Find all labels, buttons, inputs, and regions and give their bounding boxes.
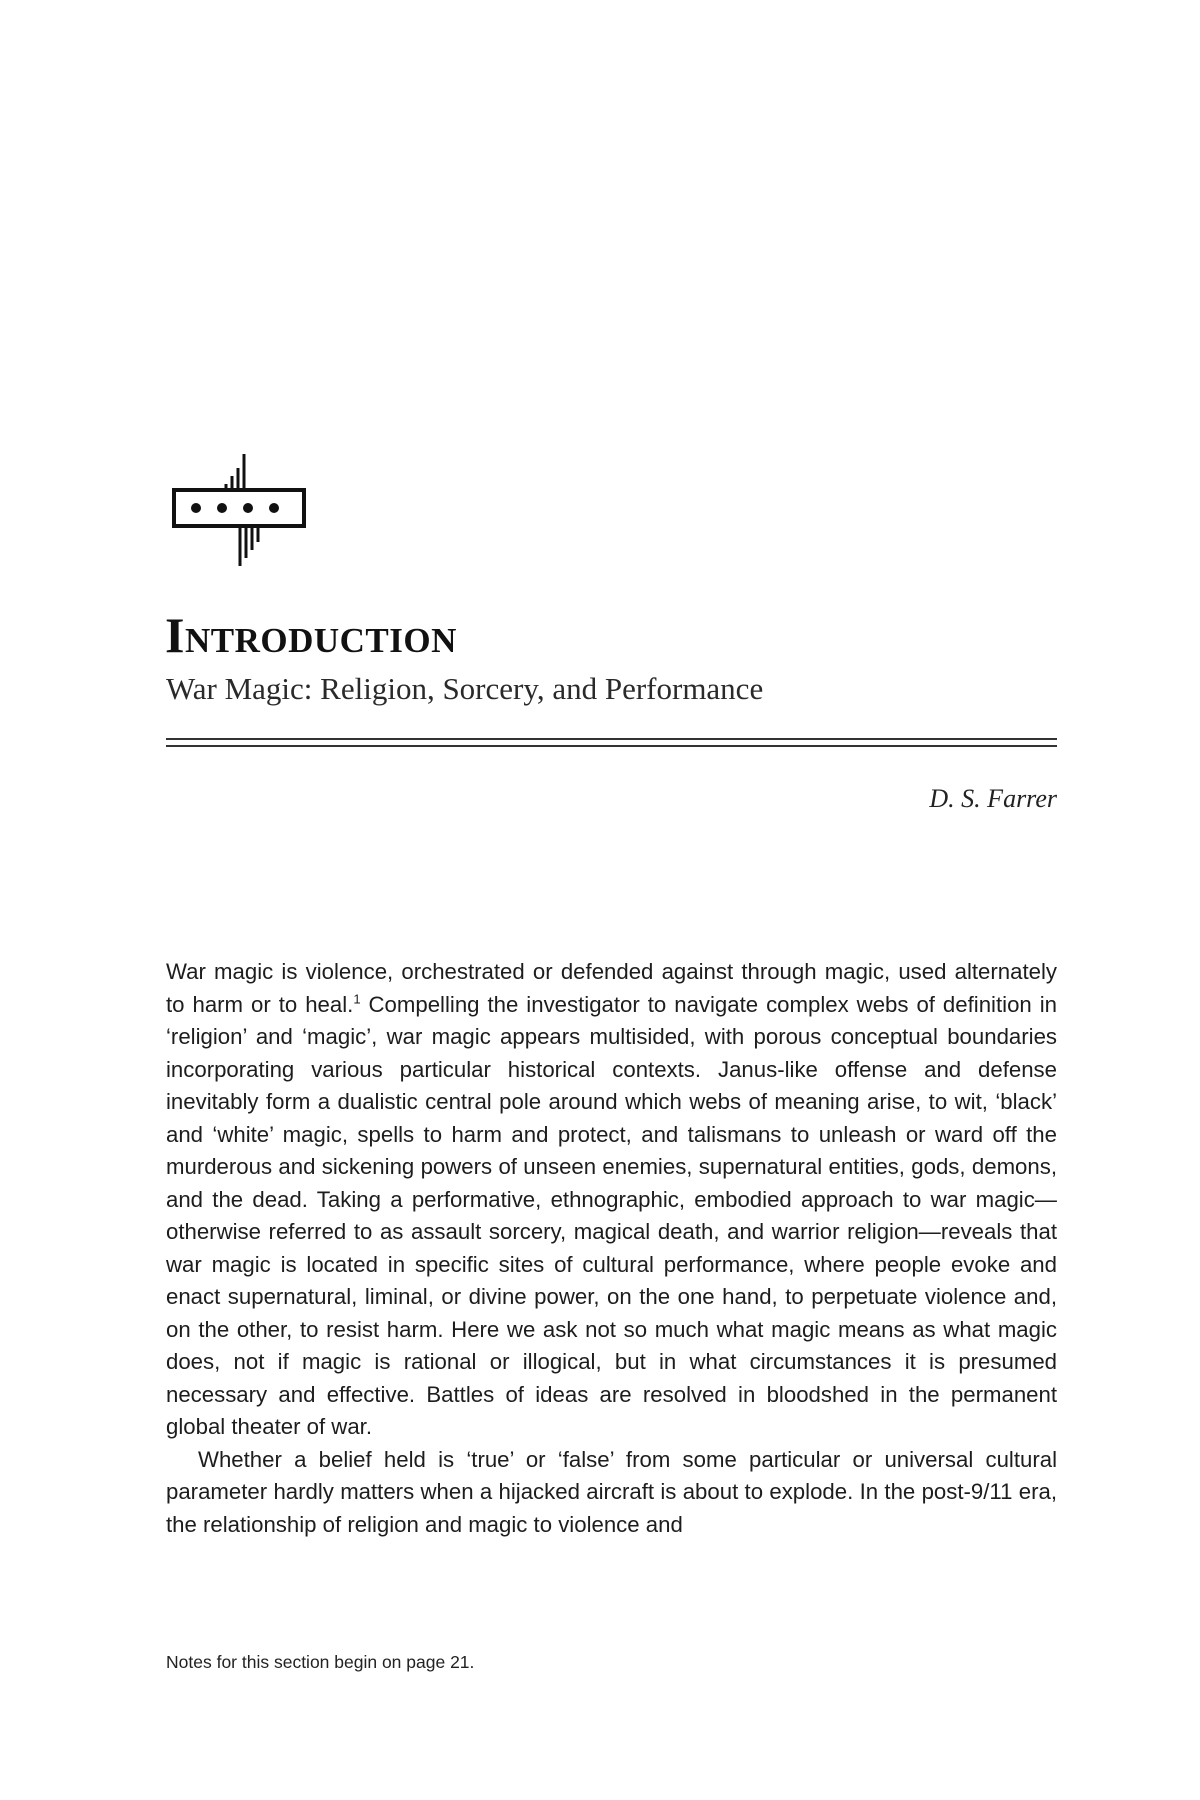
title-rule-top xyxy=(166,738,1057,740)
ornament-icon xyxy=(170,450,310,570)
chapter-subtitle: War Magic: Religion, Sorcery, and Performance xyxy=(166,671,764,706)
footnote-reference[interactable]: 1 xyxy=(353,991,361,1007)
body-text xyxy=(166,956,1057,1541)
paragraph-2: Whether a belief held is ‘true’ or ‘false’ from some particular or universal cultural parameter hardly matters when a hijacked aircraft is about to explode. In the post-9/11 era, the relationship of religion and magic to violence and xyxy=(166,1446,1057,1537)
chapter-title: Introduction xyxy=(165,607,457,663)
paragraph-1-text-rest: Compelling the investigator to navigate complex webs of definition in ‘religion’ and ‘magic’, war magic appears multisided, with porous conceptual boundaries incorporating various particular historical contexts. Janus-like offense and defense inevitably form a dualistic central pole around which webs of meaning arise, to wit, ‘black’ and ‘white’ magic, spells to harm and protect, and talismans to unleash or ward off the murderous and sickening powers of unseen enemies, supernatural entities, gods, demons, and the dead. Taking a performative, ethnographic, embodied approach to war magic—otherwise referred to as assault sorcery, magical death, and warrior religion—reveals that war magic is located in specific sites of cultural performance, where people evoke and enact supernatural, liminal, or divine power, on the one hand, to perpetuate violence and, on the other, to resist harm. Here we ask not so much what magic means as what magic does, not if magic is rational or illogical, but in what circumstances it is presumed necessary and effective. Battles of ideas are resolved in bloodshed in the permanent global theater of war. xyxy=(166,991,1057,1439)
author-name: D. S. Farrer xyxy=(929,784,1057,813)
footer-note: Notes for this section begin on page 21. xyxy=(166,1652,475,1672)
paragraph-1 xyxy=(166,956,1057,1444)
title-rule-bottom xyxy=(166,745,1057,747)
paragraph-1-text-start: War magic is violence, orchestrated or defended against through magic, used alternately to harm or to heal. xyxy=(166,959,1057,1017)
